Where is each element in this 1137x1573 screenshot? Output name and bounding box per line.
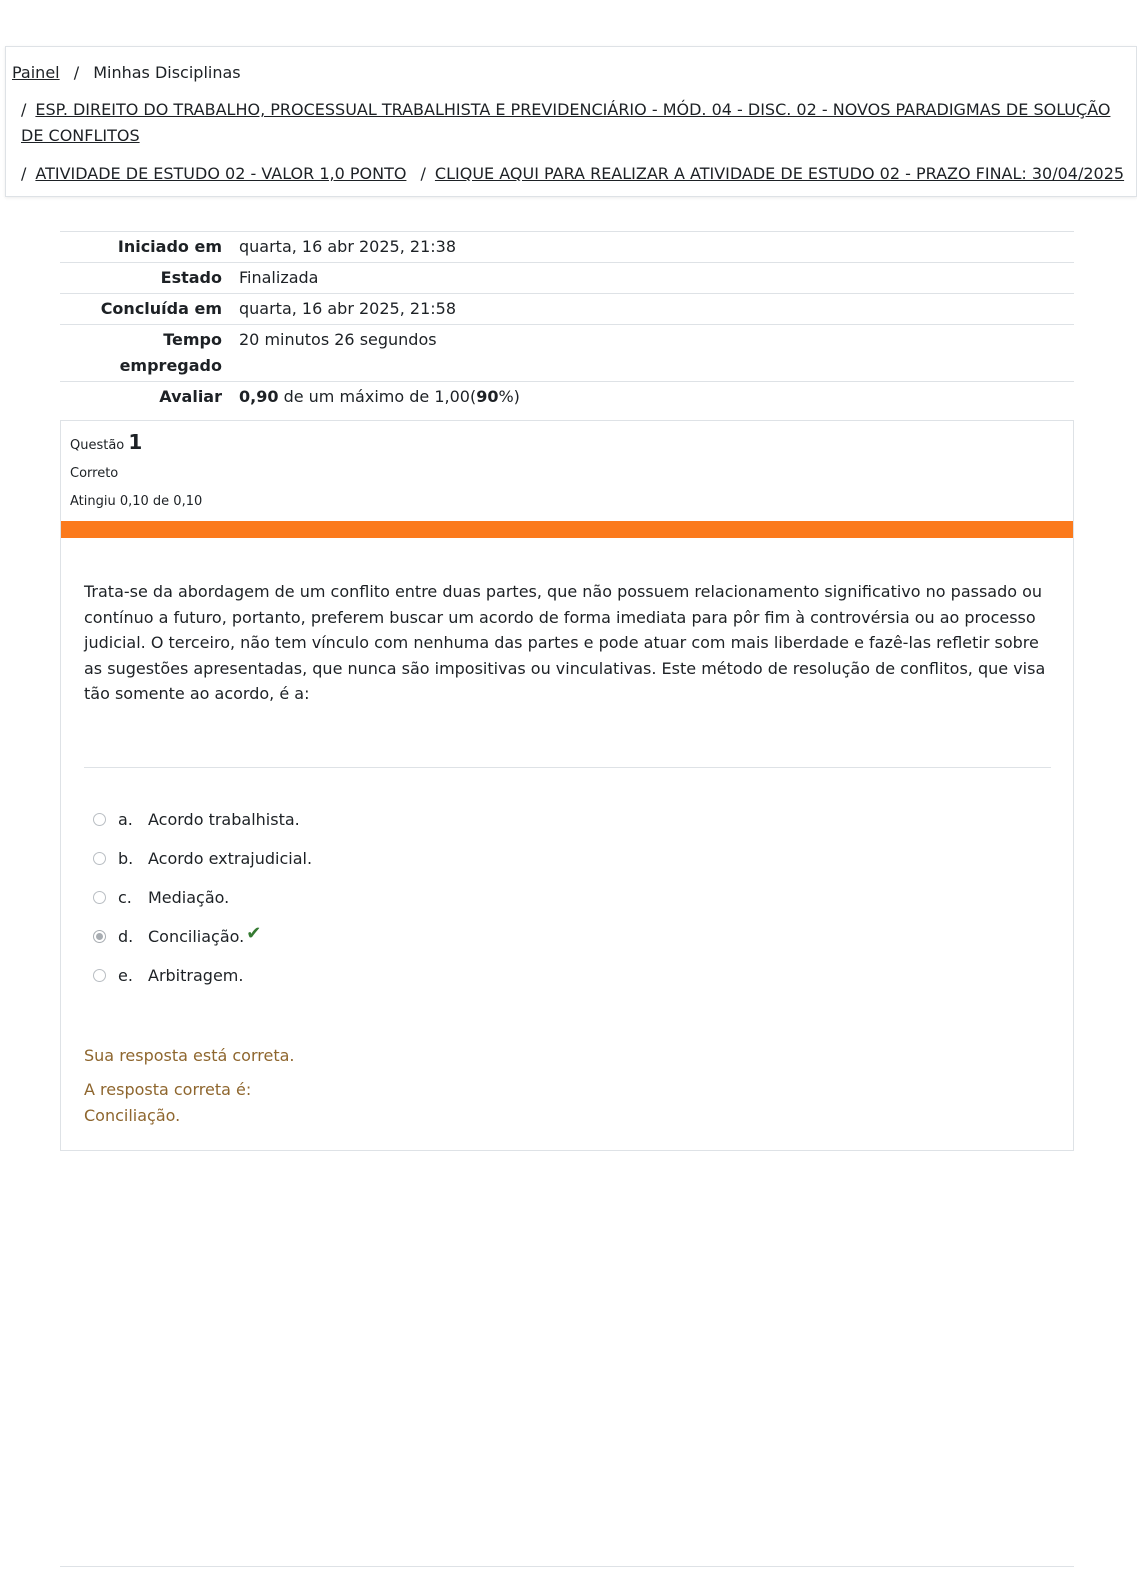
time-label-line2: empregado [119, 356, 222, 375]
breadcrumb-separator: / [21, 164, 27, 183]
completed-value: quarta, 16 abr 2025, 21:58 [239, 299, 456, 318]
answer-option-d[interactable] [93, 917, 312, 956]
grade-score: 0,90 [239, 387, 279, 406]
feedback-result: Sua resposta está correta. [84, 1046, 295, 1065]
question-text: Trata-se da abordagem de um conflito entre duas partes, que não possuem relacionamento significativo no passado ou contínuo a futuro, portanto, preferem buscar um acordo de forma imediata para pôr fim à controvérsia ou ao processo judicial. O terceiro, não tem vínculo com nenhuma das partes e pode atuar com mais liberdade e fazê-las refletir sobre as sugestões apresentadas, que nunca são impositivas ou vinculativas. Este método de resolução de conflitos, que visa tão somente ao acordo, é a: [84, 582, 1046, 703]
breadcrumb-separator: / [73, 63, 80, 82]
option-text: Acordo trabalhista. [148, 810, 300, 829]
question-label: Questão [70, 438, 125, 453]
time-value: 20 minutos 26 segundos [239, 330, 437, 349]
question-accent-bar [61, 521, 1073, 538]
time-label-line1: Tempo [163, 330, 222, 349]
radio-button[interactable] [93, 852, 106, 865]
question-grade: Atingiu 0,10 de 0,10 [70, 494, 203, 509]
started-value: quarta, 16 abr 2025, 21:38 [239, 237, 456, 256]
grade-text: de um máximo de 1,00( [278, 387, 477, 406]
summary-row-started [60, 232, 1074, 263]
breadcrumb-section: Minhas Disciplinas [93, 63, 241, 82]
option-letter: e. [118, 966, 133, 985]
radio-button-selected[interactable] [93, 930, 106, 943]
option-text: Arbitragem. [148, 966, 244, 985]
breadcrumb-activity-link[interactable]: ATIVIDADE DE ESTUDO 02 - VALOR 1,0 PONTO [35, 164, 407, 183]
answer-option-a[interactable] [93, 800, 312, 839]
option-letter: b. [118, 849, 134, 868]
breadcrumb-separator: / [21, 100, 27, 119]
feedback-right-answer-label: A resposta correta é: [84, 1080, 252, 1099]
started-label: Iniciado em [117, 237, 222, 256]
breadcrumb-home-link[interactable]: Painel [12, 63, 60, 82]
option-text: Acordo extrajudicial. [148, 849, 313, 868]
question-state: Correto [70, 466, 119, 481]
option-letter: d. [118, 927, 134, 946]
answer-option-e[interactable] [93, 956, 312, 995]
question-feedback [84, 1043, 295, 1129]
state-label: Estado [160, 268, 222, 287]
feedback-right-answer: Conciliação. [84, 1106, 181, 1125]
option-text: Conciliação. [148, 927, 245, 946]
question-info [70, 429, 202, 511]
grade-suffix: %) [498, 387, 520, 406]
answer-options [93, 800, 312, 995]
radio-button[interactable] [93, 813, 106, 826]
question-card [60, 420, 1074, 1151]
option-letter: a. [118, 810, 133, 829]
summary-row-state [60, 263, 1074, 294]
radio-button[interactable] [93, 891, 106, 904]
option-letter: c. [118, 888, 132, 907]
grade-value [222, 382, 520, 412]
summary-row-grade [60, 382, 1074, 412]
check-icon: ✔ [246, 923, 262, 944]
breadcrumb [5, 46, 1137, 197]
bottom-divider [60, 1566, 1074, 1567]
attempt-summary [60, 231, 1074, 412]
grade-label: Avaliar [159, 387, 222, 406]
radio-button[interactable] [93, 969, 106, 982]
completed-label: Concluída em [100, 299, 222, 318]
summary-row-time [60, 325, 1074, 382]
breadcrumb-separator: / [420, 164, 426, 183]
state-value: Finalizada [239, 268, 319, 287]
question-number [70, 429, 202, 459]
answer-option-b[interactable] [93, 839, 312, 878]
grade-percent: 90 [476, 387, 499, 406]
breadcrumb-quiz-link[interactable]: CLIQUE AQUI PARA REALIZAR A ATIVIDADE DE ESTUDO 02 - PRAZO FINAL: 30/04/2025 [434, 164, 1125, 183]
question-number-value: 1 [128, 430, 143, 454]
answer-option-c[interactable] [93, 878, 312, 917]
question-divider [84, 767, 1051, 768]
breadcrumb-course-link[interactable]: ESP. DIREITO DO TRABALHO, PROCESSUAL TRABALHISTA E PREVIDENCIÁRIO - MÓD. 04 - DISC. 02 - NOVOS PARADIGMAS DE SOLUÇÃO DE CONFLITOS [21, 100, 1111, 145]
summary-row-completed [60, 294, 1074, 325]
time-label [60, 325, 222, 381]
option-text: Mediação. [148, 888, 230, 907]
